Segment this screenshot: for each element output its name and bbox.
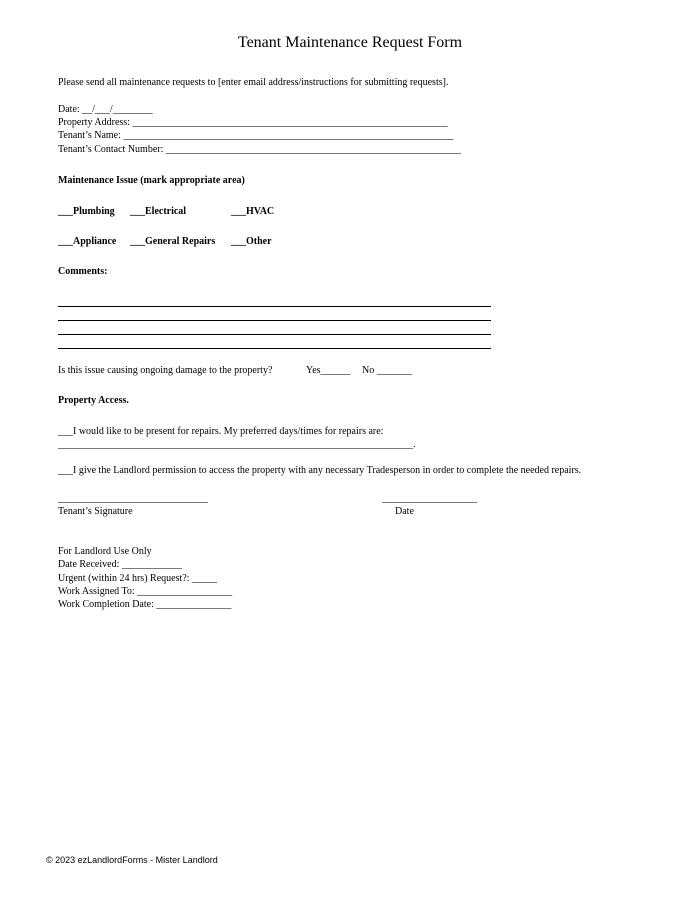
landlord-use-heading: For Landlord Use Only: [58, 546, 152, 557]
comment-line[interactable]: [58, 348, 491, 349]
damage-yes-option[interactable]: Yes______: [306, 365, 351, 376]
landlord-permission-option[interactable]: ___I give the Landlord permission to access the property with any necessary Tradesperson in order to complete the needed repairs.: [58, 465, 582, 476]
present-for-repairs-option[interactable]: ___I would like to be present for repairs. My preferred days/times for repairs are:: [58, 426, 384, 437]
general-repairs-option[interactable]: ___General Repairs: [130, 236, 216, 247]
comment-line[interactable]: [58, 306, 491, 307]
comment-line[interactable]: [58, 334, 491, 335]
date-received-field[interactable]: Date Received: ____________: [58, 559, 182, 570]
comment-line[interactable]: [58, 320, 491, 321]
urgent-request-field[interactable]: Urgent (within 24 hrs) Request?: _____: [58, 573, 217, 584]
appliance-option[interactable]: ___Appliance: [58, 236, 117, 247]
tenant-contact-number-field[interactable]: Tenant’s Contact Number: ___________________________________________________________: [58, 144, 461, 155]
hvac-option[interactable]: ___HVAC: [231, 206, 275, 217]
maintenance-issue-heading: Maintenance Issue (mark appropriate area): [58, 175, 245, 186]
tenant-name-field[interactable]: Tenant’s Name: __________________________________________________________________: [58, 130, 454, 141]
tenant-signature-label: Tenant’s Signature: [58, 506, 133, 517]
damage-question: Is this issue causing ongoing damage to the property?: [58, 365, 273, 376]
tenant-signature-line[interactable]: ______________________________: [58, 493, 208, 504]
copyright-footer: © 2023 ezLandlordForms - Mister Landlord: [46, 855, 218, 865]
property-address-field[interactable]: Property Address: _______________________________________________________________: [58, 117, 448, 128]
work-assigned-field[interactable]: Work Assigned To: ___________________: [58, 586, 233, 597]
plumbing-option[interactable]: ___Plumbing: [58, 206, 115, 217]
property-access-heading: Property Access.: [58, 395, 129, 406]
instructions-text: Please send all maintenance requests to [enter email address/instructions for submitting requests].: [58, 77, 449, 88]
electrical-option[interactable]: ___Electrical: [130, 206, 187, 217]
signature-date-line[interactable]: ___________________: [382, 493, 477, 504]
work-completion-date-field[interactable]: Work Completion Date: _______________: [58, 599, 232, 610]
page-title: Tenant Maintenance Request Form: [237, 34, 463, 51]
signature-date-label: Date: [395, 506, 414, 517]
preferred-times-field[interactable]: _______________________________________________________________________.: [58, 439, 416, 450]
date-field[interactable]: Date: __/___/________: [58, 104, 153, 115]
other-option[interactable]: ___Other: [231, 236, 272, 247]
comments-heading: Comments:: [58, 266, 108, 277]
damage-no-option[interactable]: No _______: [362, 365, 412, 376]
